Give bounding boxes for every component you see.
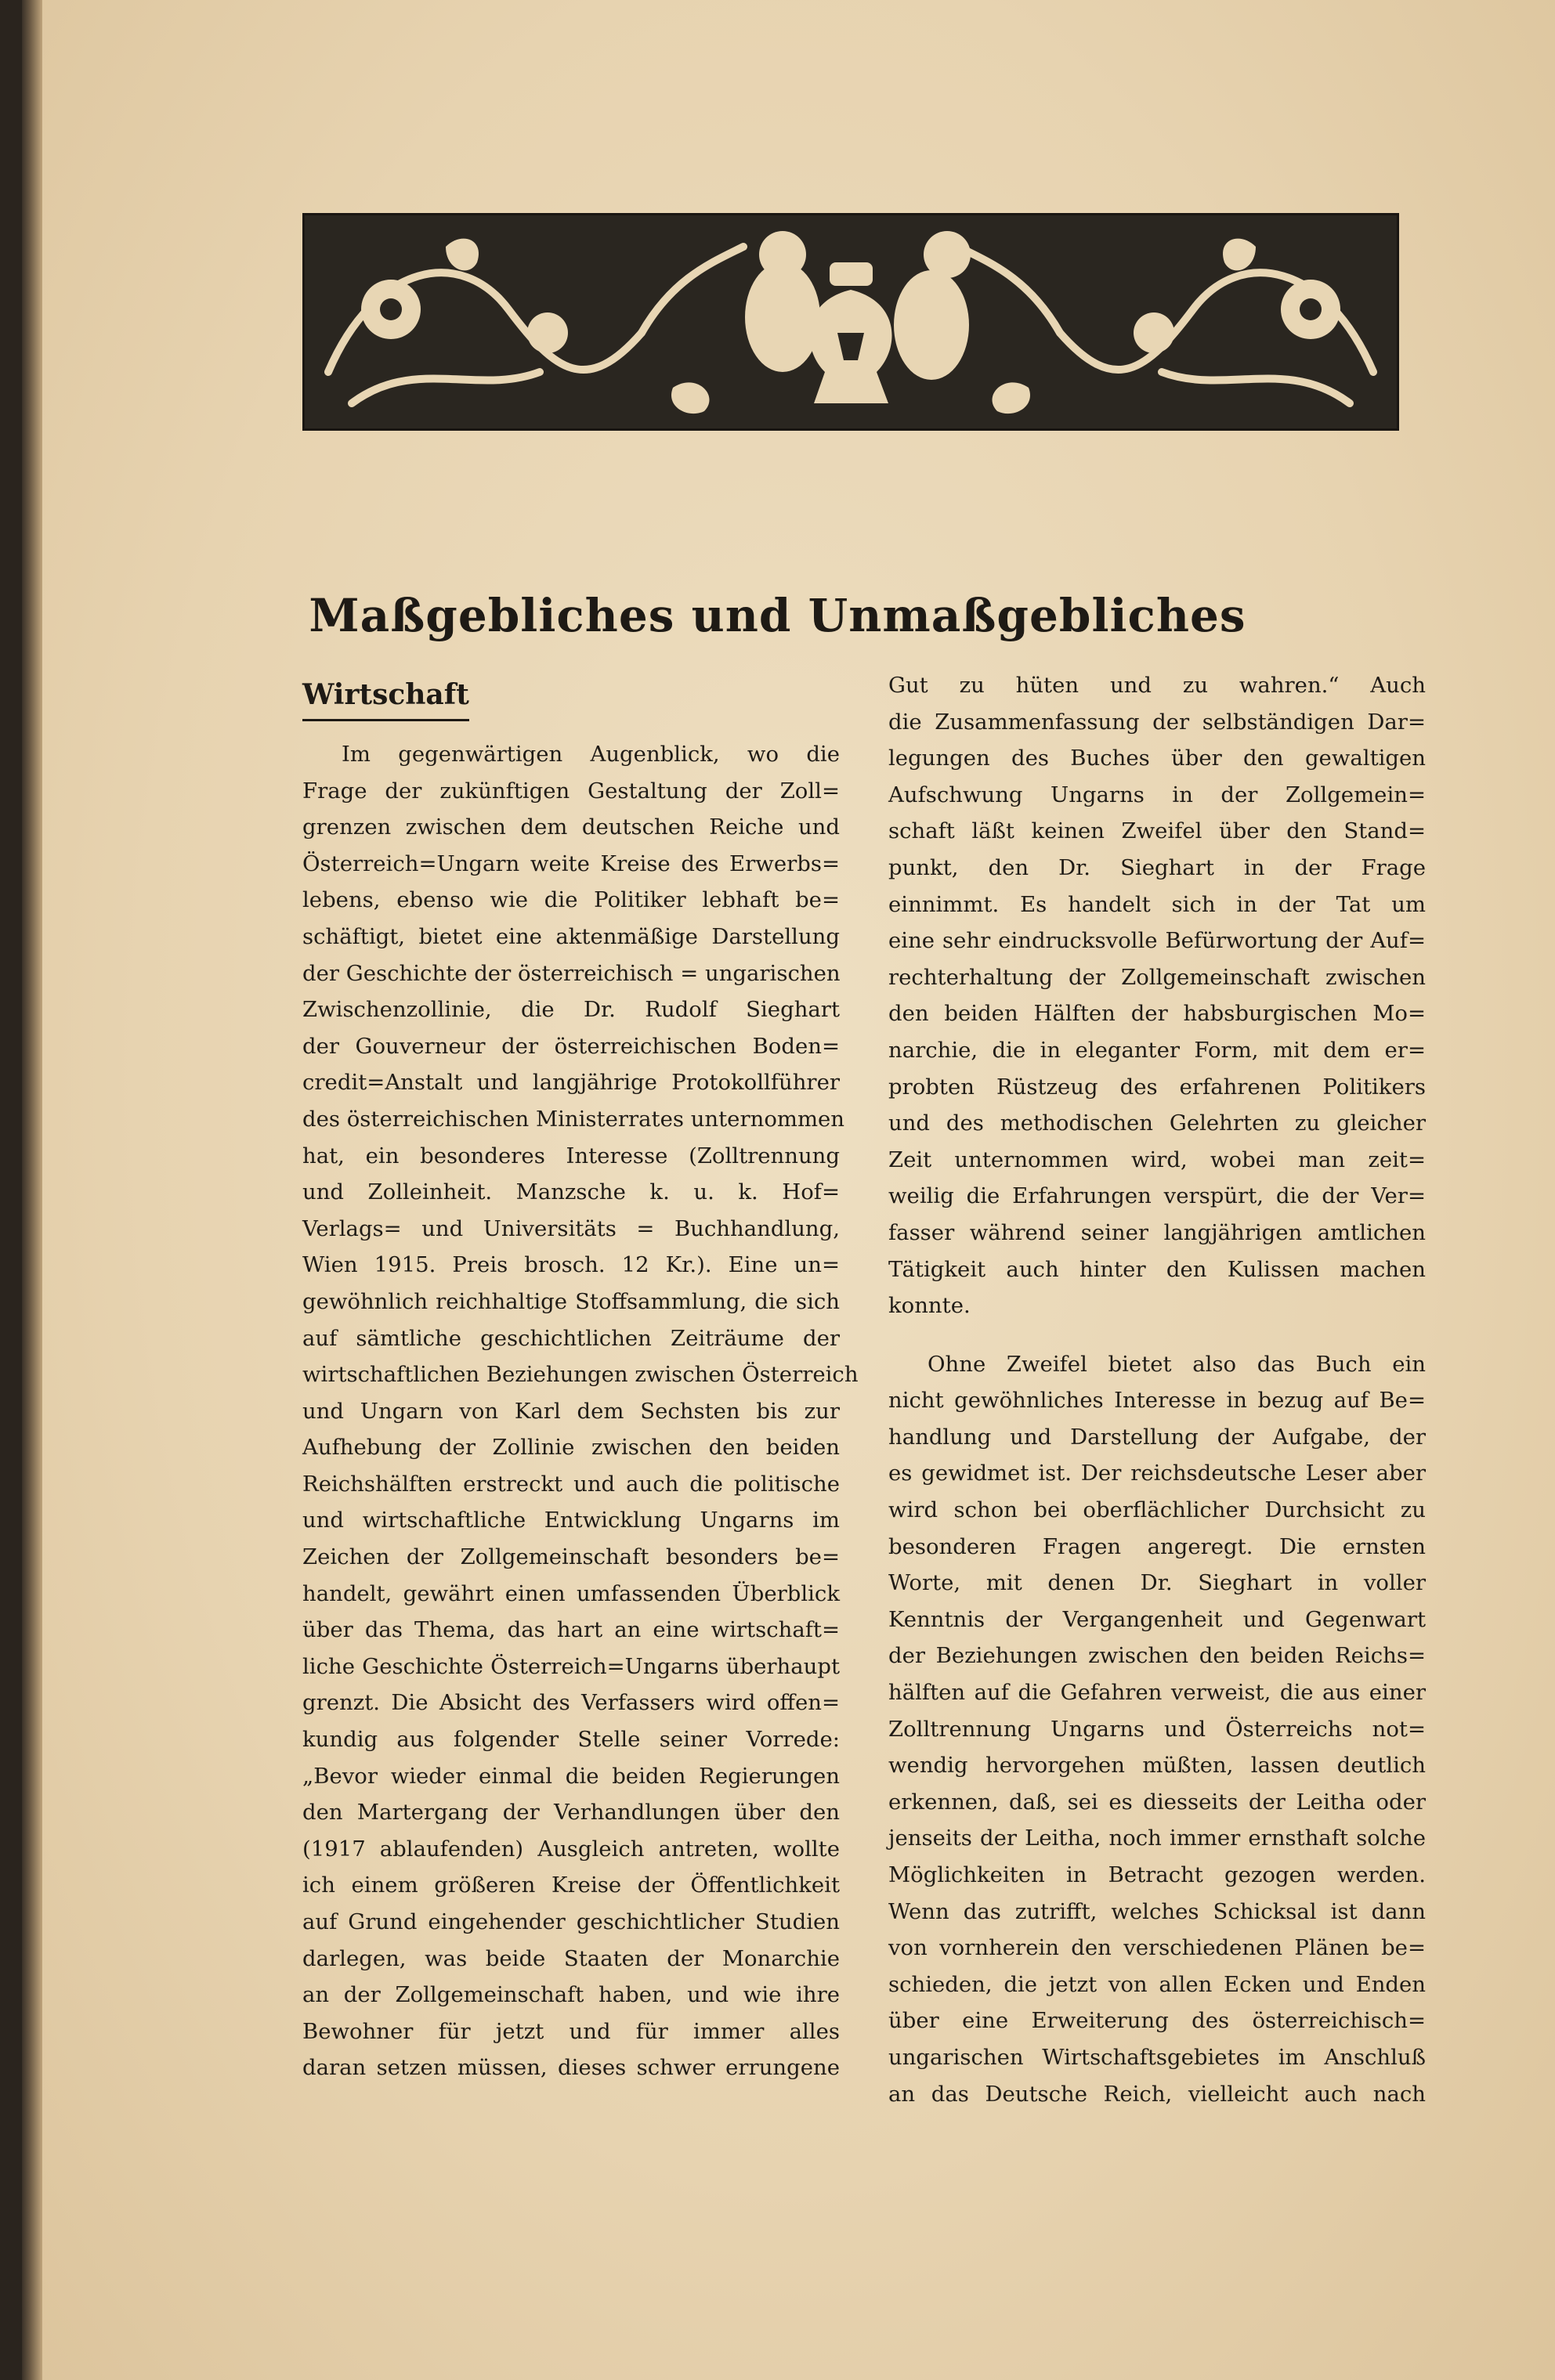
text-line: über eine Erweiterung des österreichisch= (888, 2008, 1426, 2034)
text-line: schieden, die jetzt von allen Ecken und Enden (888, 1971, 1426, 1997)
text-line: gewöhnlich reichhaltige Stoffsammlung, die sich (302, 1288, 840, 1314)
text-line: der Beziehungen zwischen den beiden Reichs= (888, 1643, 1426, 1669)
text-line: konnte. (888, 1293, 971, 1319)
text-line: und wirtschaftliche Entwicklung Ungarns im (302, 1508, 840, 1533)
text-line: der Gouverneur der österreichischen Boden= (302, 1033, 840, 1059)
text-line: jenseits der Leitha, noch immer ernsthaft solche (888, 1826, 1426, 1851)
text-line: ungarischen Wirtschaftsgebietes im Anschluß (888, 2044, 1426, 2070)
text-line: legungen des Buches über den gewaltigen (888, 746, 1426, 771)
text-line: darlegen, was beide Staaten der Monarchie (302, 1945, 840, 1971)
section-heading: Wirtschaft (302, 678, 469, 721)
text-line: der Geschichte der österreichisch = ungarischen (302, 960, 841, 986)
text-line: und des methodischen Gelehrten zu gleicher (888, 1111, 1426, 1136)
text-line: schäftigt, bietet eine aktenmäßige Darstellung (302, 923, 840, 949)
text-line: den beiden Hälften der habsburgischen Mo= (888, 1001, 1426, 1027)
text-line: Aufschwung Ungarns in der Zollgemein= (888, 782, 1426, 807)
text-line: Zwischenzollinie, die Dr. Rudolf Sieghart (302, 997, 840, 1023)
text-line: lebens, ebenso wie die Politiker lebhaft be= (302, 887, 840, 913)
text-line: handelt, gewährt einen umfassenden Überblick (302, 1580, 840, 1606)
text-line: und Ungarn von Karl dem Sechsten bis zur (302, 1398, 840, 1424)
ornament-illustration (305, 215, 1397, 428)
text-line: Möglichkeiten in Betracht gezogen werden. (888, 1862, 1426, 1887)
text-line: ich einem größeren Kreise der Öffentlichkeit (302, 1873, 840, 1898)
text-line: und Zolleinheit. Manzsche k. u. k. Hof= (302, 1179, 840, 1205)
paragraph-gap (888, 1324, 1426, 1346)
text-line: eine sehr eindrucksvolle Befürwortung der Auf= (888, 928, 1426, 954)
text-line: an das Deutsche Reich, vielleicht auch nach (888, 2081, 1426, 2107)
text-line: Tätigkeit auch hinter den Kulissen machen (888, 1256, 1426, 1282)
text-line: punkt, den Dr. Sieghart in der Frage (888, 854, 1426, 880)
text-line: Reichshälften erstreckt und auch die politische (302, 1471, 840, 1497)
text-line: (1917 ablaufenden) Ausgleich antreten, wollte (302, 1836, 840, 1862)
text-line: grenzen zwischen dem deutschen Reiche und (302, 814, 840, 840)
text-line: wirtschaftlichen Beziehungen zwischen Österreich (302, 1362, 859, 1388)
text-line: credit=Anstalt und langjährige Protokollführer (302, 1070, 840, 1096)
text-line: fasser während seiner langjährigen amtlichen (888, 1219, 1426, 1245)
text-line: narchie, die in eleganter Form, mit dem er= (888, 1037, 1426, 1063)
text-line: Wenn das zutrifft, welches Schicksal ist dann (888, 1898, 1426, 1924)
text-line: es gewidmet ist. Der reichsdeutsche Leser aber (888, 1461, 1426, 1486)
decorative-header-ornament (302, 213, 1399, 431)
text-line: Verlags= und Universitäts = Buchhandlung, (302, 1215, 840, 1241)
text-line: wird schon bei oberflächlicher Durchsicht zu (888, 1497, 1426, 1523)
text-line: auf Grund eingehender geschichtlicher Studien (302, 1909, 840, 1934)
text-line: probten Rüstzeug des erfahrenen Politikers (888, 1074, 1426, 1100)
text-line: Zeit unternommen wird, wobei man zeit= (888, 1147, 1426, 1172)
text-line: wendig hervorgehen müßten, lassen deutlich (888, 1753, 1426, 1779)
text-line: hälften auf die Gefahren verweist, die aus einer (888, 1680, 1426, 1706)
text-line: „Bevor wieder einmal die beiden Regierungen (302, 1763, 840, 1789)
text-line: Im gegenwärtigen Augenblick, wo die (342, 742, 840, 767)
text-line: weilig die Erfahrungen verspürt, die der Ver= (888, 1183, 1426, 1209)
text-line: Wien 1915. Preis brosch. 12 Kr.). Eine un= (302, 1252, 840, 1278)
text-line: kundig aus folgender Stelle seiner Vorrede: (302, 1727, 840, 1753)
text-line: Aufhebung der Zollinie zwischen den beiden (302, 1435, 840, 1461)
text-line: Ohne Zweifel bietet also das Buch ein (928, 1351, 1426, 1377)
text-line: erkennen, daß, sei es diesseits der Leitha oder (888, 1789, 1426, 1815)
text-line: hat, ein besonderes Interesse (Zolltrennung (302, 1143, 840, 1168)
page-title: Maßgebliches und Unmaßgebliches (309, 589, 1246, 642)
text-line: einnimmt. Es handelt sich in der Tat um (888, 891, 1426, 917)
left-text-column (302, 736, 859, 2086)
right-text-column (888, 667, 1426, 2112)
text-line: nicht gewöhnliches Interesse in bezug auf Be= (888, 1388, 1426, 1414)
text-line: die Zusammenfassung der selbständigen Dar= (888, 709, 1426, 735)
text-line: Zeichen der Zollgemeinschaft besonders be= (302, 1544, 840, 1570)
text-line: grenzt. Die Absicht des Verfassers wird offen= (302, 1690, 840, 1716)
text-line: handlung und Darstellung der Aufgabe, der (888, 1424, 1426, 1450)
text-line: Bewohner für jetzt und für immer alles (302, 2018, 840, 2044)
text-line: von vornherein den verschiedenen Plänen be= (888, 1935, 1426, 1961)
text-line: daran setzen müssen, dieses schwer errungene (302, 2055, 840, 2081)
page-binding-edge (22, 0, 42, 2380)
text-line: liche Geschichte Österreich=Ungarns überhaupt (302, 1653, 840, 1679)
text-line: Zolltrennung Ungarns und Österreichs not= (888, 1716, 1426, 1742)
text-line: über das Thema, das hart an eine wirtschaft= (302, 1617, 840, 1643)
text-line: Kenntnis der Vergangenheit und Gegenwart (888, 1606, 1426, 1632)
text-line: schaft läßt keinen Zweifel über den Stand= (888, 818, 1426, 844)
text-line: Frage der zukünftigen Gestaltung der Zoll= (302, 778, 840, 804)
text-line: auf sämtliche geschichtlichen Zeiträume der (302, 1325, 840, 1351)
text-line: Worte, mit denen Dr. Sieghart in voller (888, 1570, 1426, 1596)
text-line: des österreichischen Ministerrates unternommen (302, 1106, 845, 1132)
text-line: den Martergang der Verhandlungen über den (302, 1800, 840, 1826)
text-line: an der Zollgemeinschaft haben, und wie ihre (302, 1982, 840, 2008)
text-line: besonderen Fragen angeregt. Die ernsten (888, 1533, 1426, 1559)
text-line: Gut zu hüten und zu wahren.“ Auch (888, 673, 1426, 698)
text-line: rechterhaltung der Zollgemeinschaft zwischen (888, 964, 1426, 990)
text-line: Österreich=Ungarn weite Kreise des Erwerbs= (302, 851, 840, 876)
